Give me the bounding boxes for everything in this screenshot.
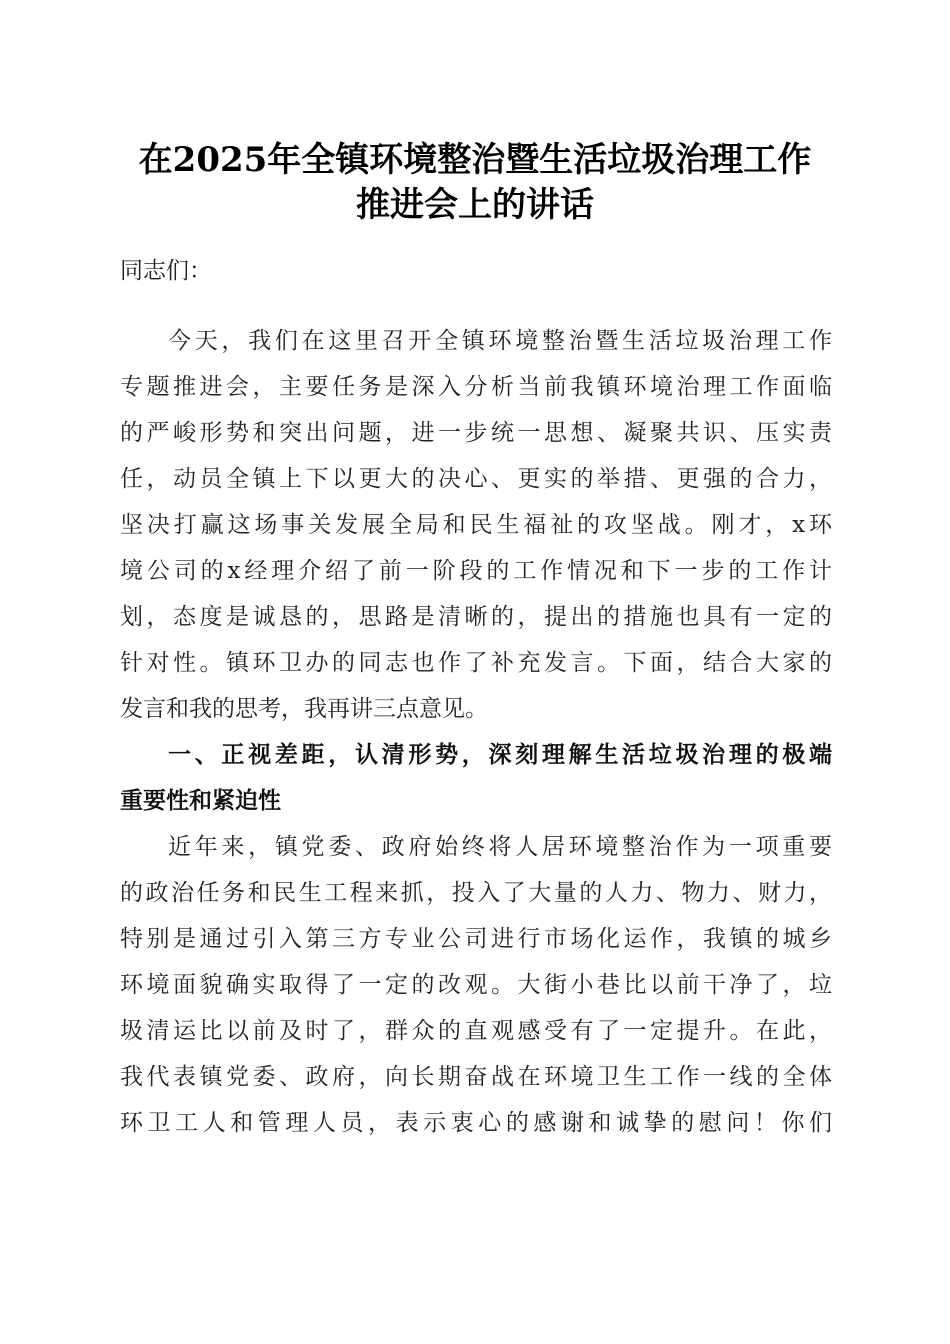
- paragraph-1-line: 划，态度是诚恳的，思路是清晰的，提出的措施也具有一定的: [120, 604, 832, 630]
- paragraph-2-line: 环境面貌确实取得了一定的改观。大街小巷比以前干净了，垃: [120, 972, 832, 998]
- paragraph-1-line: 任，动员全镇上下以更大的决心、更实的举措、更强的合力，: [120, 466, 832, 492]
- section-heading-1-line: 一、正视差距，认清形势，深刻理解生活垃圾治理的极端: [168, 742, 832, 768]
- paragraph-1-line: 坚决打赢这场事关发展全局和民生福祉的攻坚战。刚才，x环: [120, 512, 832, 538]
- paragraph-1-line: 今天，我们在这里召开全镇环境整治暨生活垃圾治理工作: [168, 328, 832, 354]
- paragraph-1-line: 的严峻形势和突出问题，进一步统一思想、凝聚共识、压实责: [120, 420, 832, 446]
- salutation: 同志们：: [120, 258, 212, 284]
- paragraph-2-line: 我代表镇党委、政府，向长期奋战在环境卫生工作一线的全体: [120, 1064, 832, 1090]
- paragraph-2-line: 近年来，镇党委、政府始终将人居环境整治作为一项重要: [168, 834, 832, 860]
- paragraph-2-line: 的政治任务和民生工程来抓，投入了大量的人力、物力、财力，: [120, 880, 832, 906]
- document-title-line-2: 推进会上的讲话: [356, 185, 594, 225]
- paragraph-1-line: 专题推进会，主要任务是深入分析当前我镇环境治理工作面临: [120, 374, 832, 400]
- paragraph-2-line: 特别是通过引入第三方专业公司进行市场化运作，我镇的城乡: [120, 926, 832, 952]
- document-title-line-1: 在2025年全镇环境整治暨生活垃圾治理工作: [138, 140, 812, 180]
- paragraph-2-line: 环卫工人和管理人员，表示衷心的感谢和诚挚的慰问！你们: [120, 1110, 832, 1136]
- section-heading-1-line: 重要性和紧迫性: [120, 788, 281, 814]
- paragraph-1-line: 针对性。镇环卫办的同志也作了补充发言。下面，结合大家的: [120, 650, 832, 676]
- paragraph-1-line: 发言和我的思考，我再讲三点意见。: [120, 696, 488, 722]
- paragraph-1-line: 境公司的x经理介绍了前一阶段的工作情况和下一步的工作计: [120, 558, 832, 584]
- paragraph-2-line: 圾清运比以前及时了，群众的直观感受有了一定提升。在此，: [120, 1018, 832, 1044]
